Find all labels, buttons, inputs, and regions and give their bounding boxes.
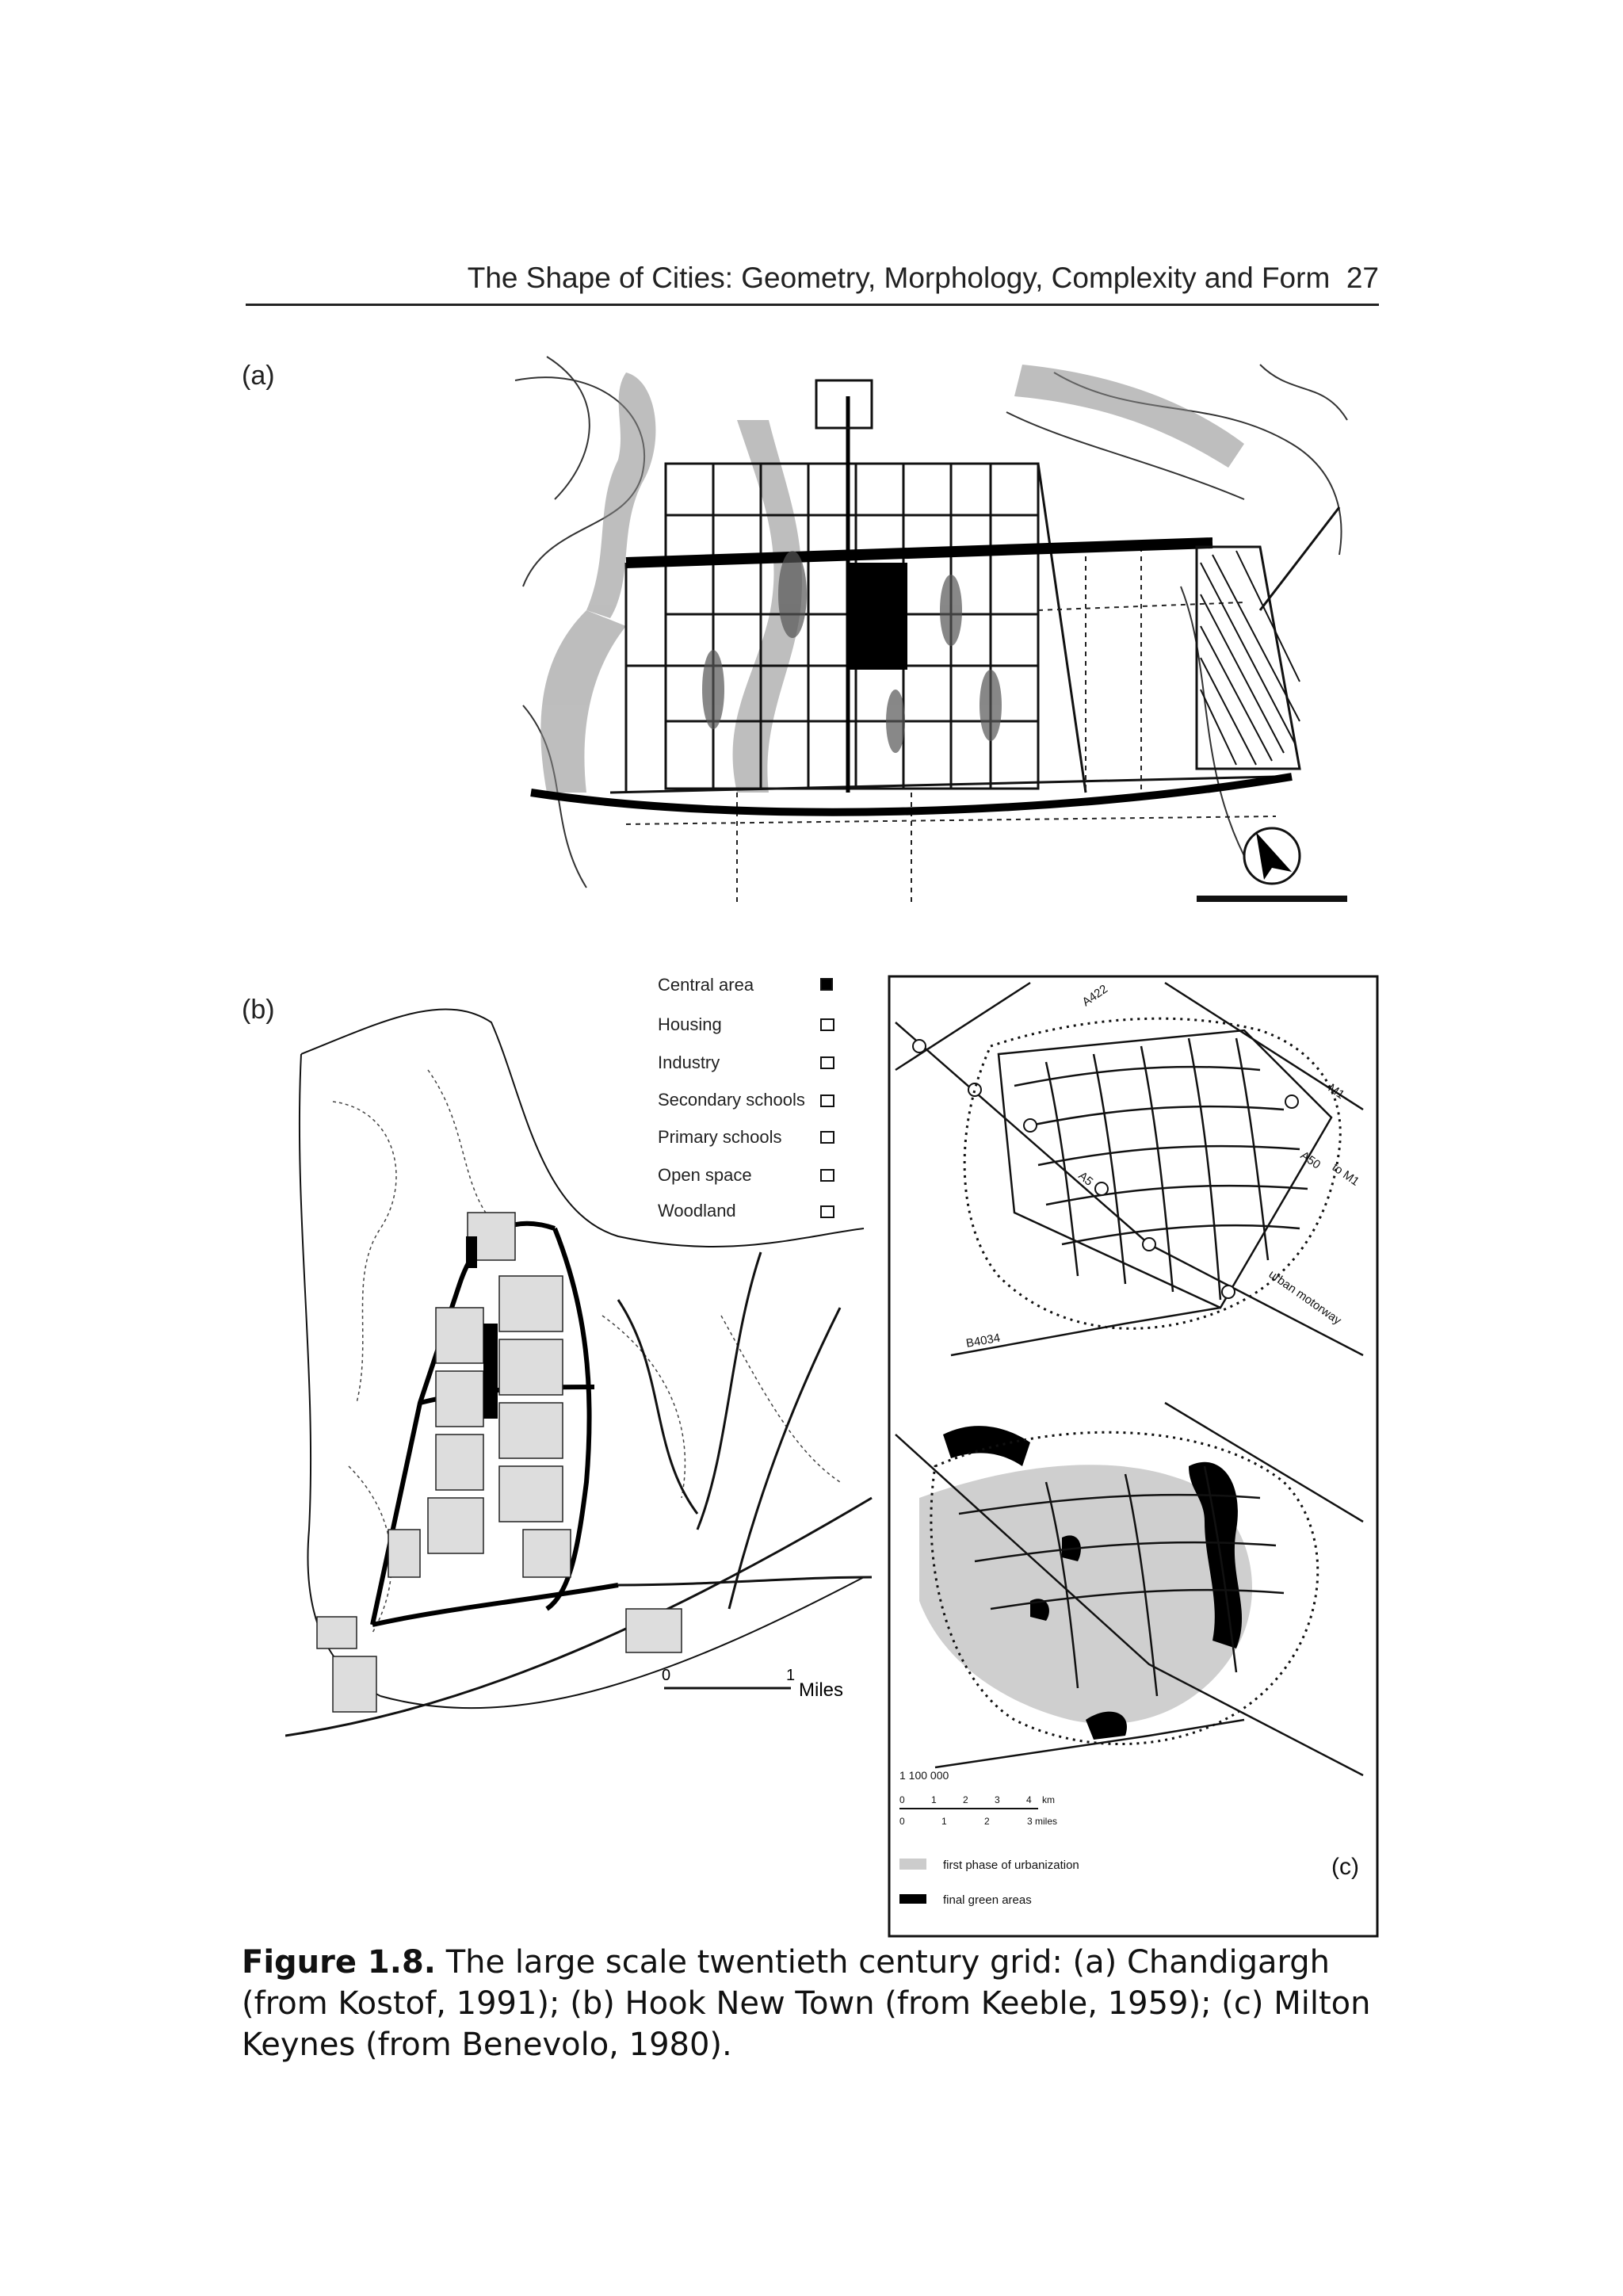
woodland-square-icon <box>821 1206 834 1217</box>
panel-a-label: (a) <box>242 361 275 391</box>
north-arrow-icon <box>1244 828 1300 884</box>
central-area-block-north <box>466 1236 477 1268</box>
road-label-m1: M1 <box>1325 1081 1347 1102</box>
road-label-a50: A50 <box>1297 1148 1323 1172</box>
legend-item-housing: Housing <box>658 1014 722 1034</box>
legend-item-primary-schools: Primary schools <box>658 1127 782 1147</box>
km-unit: km <box>1042 1794 1055 1805</box>
mile-tick-3: 3 miles <box>1027 1816 1058 1827</box>
km-tick-1: 1 <box>931 1794 937 1805</box>
figure-caption <box>242 1942 1383 2065</box>
figure-label: Figure 1.8. <box>242 1944 436 1981</box>
scale-b <box>662 1667 843 1701</box>
housing-blocks <box>317 1213 682 1712</box>
filled-square-icon <box>821 979 832 990</box>
hook-new-town-map <box>285 975 880 1759</box>
km-tick-0: 0 <box>899 1794 905 1805</box>
mk-scale <box>899 1769 1057 1827</box>
mk-road-nodes <box>913 1040 1298 1298</box>
scale-zero: 0 <box>662 1667 671 1684</box>
panel-b-label: (b) <box>242 995 275 1025</box>
milton-keynes-map <box>888 975 1379 1938</box>
legend-b <box>658 975 805 1221</box>
legend-item-central-area: Central area <box>658 975 754 995</box>
legend-first-phase: first phase of urbanization <box>943 1859 1079 1872</box>
scale-bar <box>1197 896 1347 902</box>
page-number: 27 <box>1346 262 1379 294</box>
road-label-a5: A5 <box>1075 1169 1096 1189</box>
scale-one: 1 <box>786 1667 796 1684</box>
caption-text: The large scale twentieth century grid: (a) Chandigargh (from Kostof, 1991); (b) Hook New Town (from Keeble, 1959); (c) Milton Keynes (from Benevolo, 1980). <box>242 1944 1371 2063</box>
legend-final-green: final green areas <box>943 1893 1032 1907</box>
panel-c-label: (c) <box>1331 1854 1359 1880</box>
km-tick-2: 2 <box>963 1794 968 1805</box>
legend-b-swatches <box>821 979 834 1217</box>
mile-tick-1: 1 <box>941 1816 947 1827</box>
legend-item-industry: Industry <box>658 1052 720 1072</box>
primary-school-square-icon <box>821 1132 834 1143</box>
industry-square-icon <box>821 1057 834 1068</box>
km-tick-3: 3 <box>995 1794 1000 1805</box>
road-label-to-m1: to M1 <box>1329 1160 1362 1189</box>
running-title: The Shape of Cities: Geometry, Morphology, Complexity and Form 27 <box>467 262 1379 294</box>
scale-unit: Miles <box>799 1679 844 1701</box>
legend-item-secondary-schools: Secondary schools <box>658 1090 805 1110</box>
open-square-icon <box>821 1019 834 1030</box>
black-swatch-icon <box>899 1894 926 1904</box>
mile-tick-2: 2 <box>984 1816 990 1827</box>
mile-tick-0: 0 <box>899 1816 905 1827</box>
road-label-urban-motorway: urban motorway <box>1266 1267 1344 1328</box>
open-square-icon <box>821 1170 834 1181</box>
running-header <box>246 262 1379 303</box>
legend-item-open-space: Open space <box>658 1165 752 1185</box>
central-area-block <box>483 1324 498 1419</box>
mk-legend <box>899 1854 1359 1907</box>
header-rule <box>246 304 1379 306</box>
capitol-complex <box>816 380 872 428</box>
scale-ratio: 1 100 000 <box>899 1769 949 1782</box>
road-label-a422: A422 <box>1079 982 1111 1010</box>
city-centre-block <box>848 563 907 670</box>
stipple-swatch-icon <box>899 1859 926 1870</box>
legend-item-woodland: Woodland <box>658 1201 736 1221</box>
rail-line <box>1260 507 1339 610</box>
chandigarh-map <box>499 349 1355 911</box>
road-label-b4034: B4034 <box>964 1331 1002 1350</box>
secondary-school-square-icon <box>821 1095 834 1106</box>
km-tick-4: 4 <box>1026 1794 1032 1805</box>
town-boundary <box>300 1009 864 1708</box>
